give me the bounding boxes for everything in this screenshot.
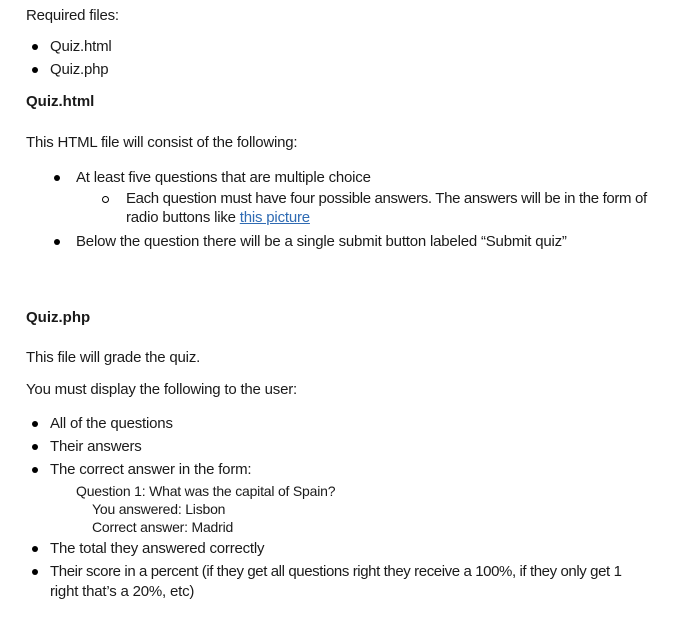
quiz-html-item-submit: Below the question there will be a single submit button labeled “Submit quiz” <box>76 233 567 250</box>
quiz-php-display: You must display the following to the user: <box>26 381 298 398</box>
this-picture-link[interactable]: this picture <box>239 209 310 226</box>
quiz-php-heading: Quiz.php <box>26 309 91 326</box>
quiz-php-item-correct-form: The correct answer in the form: <box>50 461 252 478</box>
example-correct: Correct answer: Madrid <box>92 519 234 535</box>
quiz-php-item-score-line2: right that’s a 20%, etc) <box>50 583 195 600</box>
bullet-icon <box>32 421 38 427</box>
bullet-icon <box>54 175 60 181</box>
bullet-icon <box>32 467 38 473</box>
quiz-php-item-answers: Their answers <box>50 438 142 455</box>
quiz-php-intro: This file will grade the quiz. <box>26 349 201 366</box>
quiz-html-subitem-line1: Each question must have four possible answers. The answers will be in the form of <box>126 190 647 207</box>
bullet-icon <box>32 44 38 50</box>
example-question: Question 1: What was the capital of Spain? <box>76 483 336 499</box>
bullet-icon <box>54 239 60 245</box>
bullet-icon <box>32 67 38 73</box>
bullet-icon <box>32 444 38 450</box>
quiz-html-subitem-text: radio buttons like <box>126 209 240 226</box>
bullet-icon <box>32 569 38 575</box>
quiz-html-heading: Quiz.html <box>26 93 95 110</box>
file-item-quiz-html: Quiz.html <box>50 38 112 55</box>
file-item-quiz-php: Quiz.php <box>50 61 109 78</box>
quiz-php-item-total: The total they answered correctly <box>50 540 265 557</box>
quiz-php-item-score-line1: Their score in a percent (if they get all questions right they receive a 100%, if they only get 1 <box>50 563 622 580</box>
bullet-icon <box>32 546 38 552</box>
quiz-html-intro: This HTML file will consist of the following: <box>26 134 298 151</box>
hollow-bullet-icon <box>102 196 109 203</box>
example-answered: You answered: Lisbon <box>92 501 226 517</box>
quiz-html-subitem-line2 <box>126 208 310 228</box>
required-files-heading: Required files: <box>26 7 119 24</box>
quiz-html-item-questions: At least five questions that are multiple choice <box>76 169 371 186</box>
quiz-php-item-questions: All of the questions <box>50 415 173 432</box>
